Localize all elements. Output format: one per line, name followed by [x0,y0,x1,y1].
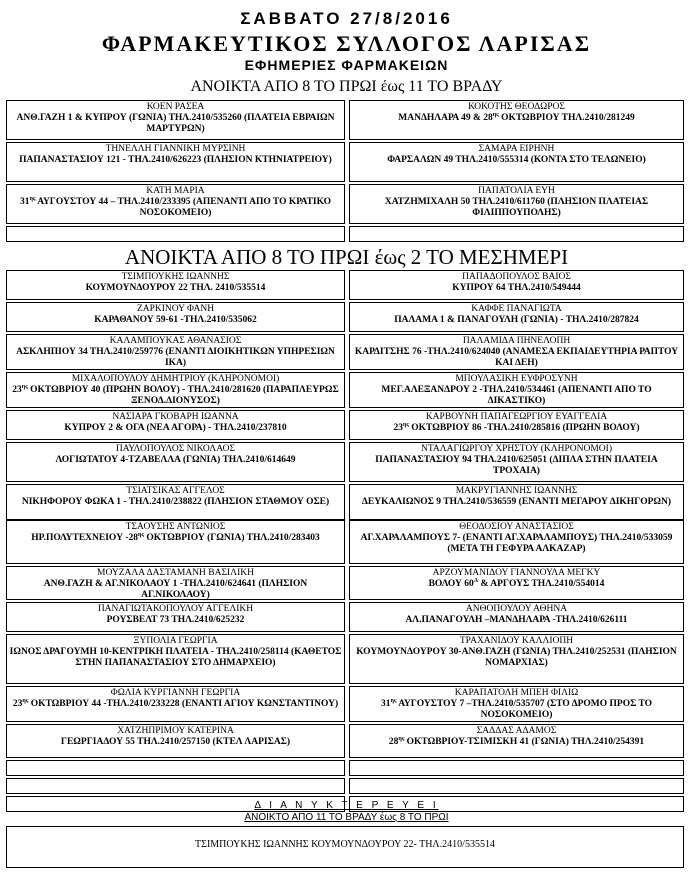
pharmacy-name: ΦΩΛΙΑ ΚΥΡΓΙΑΝΝΗ ΓΕΩΡΓΙΑ [110,688,241,698]
night-duty-pharmacy: ΤΣΙΜΠΟΥΚΗΣ ΙΩΑΝΝΗΣ ΚΟΥΜΟΥΝΔΟΥΡΟΥ 22- ΤΗΛ.2410/535514 [6,826,684,868]
pharmacy-name: ΤΣΑΟΥΣΗΣ ΑΝΤΩΝΙΟΣ [125,522,226,532]
pharmacy-address: ΠΑΛΑΜΑ 1 & ΠΑΝΑΓΟΥΛΗ (ΓΩΝΙΑ) - ΤΗΛ.2410/287824 [394,315,639,325]
pharmacy-name: ΚΟΚΟΤΗΣ ΘΕΟΔΩΡΟΣ [468,102,565,112]
pharmacy-address: $31^{\eta\varsigma}$ ΑΥΓΟΥΣΤΟΥ 44 – ΤΗΛ.2410/233395 (ΑΠΕΝΑΝΤΙ ΑΠΟ ΤΟ ΚΡΑΤΙΚΟ ΝΟΣΟΚΟΜΕΙΟ) [20,195,331,218]
pharmacy-address: ΚΟΥΜΟΥΝΔΟΥΡΟΥ 30-ΑΝΘ.ΓΑΖΗ (ΓΩΝΙΑ) ΤΗΛ.2410/252531 (ΠΛΗΣΙΟΝ ΝΟΜΑΡΧΙΑΣ) [356,647,677,668]
pharmacy-name: ΚΑΤΗ ΜΑΡΙΑ [146,186,205,196]
pharmacy-cell [349,520,684,564]
pharmacy-cell [349,724,684,758]
pharmacy-cell [6,184,345,224]
pharmacy-cell [349,602,684,632]
pharmacy-name: ΜΟΥΖΑΛΑ ΔΑΣΤΑΜΑΝΗ ΒΑΣΙΛΙΚΗ [97,568,254,578]
pharmacy-address: ΑΓ.ΧΑΡΑΛΑΜΠΟΥΣ 7- (ΕΝΑΝΤΙ ΑΓ.ΧΑΡΑΛΑΜΠΟΥΣ) ΤΗΛ.2410/533059 (ΜΕΤΑ ΤΗ ΓΕΦΥΡΑ ΑΛΚΑΖΑΡ) [360,533,673,554]
pharmacy-cell [6,410,345,440]
pharmacy-cell [349,778,684,794]
pharmacy-address: $23^{\eta\varsigma}$ ΟΚΤΩΒΡΙΟΥ 86 -ΤΗΛ.2410/285816 (ΠΡΩΗΝ ΒΟΛΟΥ) [393,421,640,433]
pharmacy-cell [349,334,684,370]
noon-section-heading: ΑΝΟΙΚΤΑ ΑΠΟ 8 ΤΟ ΠΡΩΙ έως 2 ΤΟ ΜΕΣΗΜΕΡΙ [124,245,569,269]
evening-section-heading: ΑΝΟΙΚΤΑ ΑΠΟ 8 ΤΟ ΠΡΩΙ έως 11 ΤΟ ΒΡΑΔΥ [190,78,503,95]
pharmacy-address: ΑΝΘ.ΓΑΖΗ 1 & ΚΥΠΡΟΥ (ΓΩΝΙΑ) ΤΗΛ.2410/535260 (ΠΛΑΤΕΙΑ ΕΒΡΑΙΩΝ ΜΑΡΤΥΡΩΝ) [16,113,335,134]
pharmacy-name: ΝΤΑΛΑΓΙΩΡΓΟΥ ΧΡΗΣΤΟΥ (ΚΛΗΡΟΝΟΜΟΙ) [421,444,612,454]
pharmacy-cell [349,302,684,332]
pharmacy-address: $31^{\eta\varsigma}$ ΑΥΓΟΥΣΤΟΥ 7 –ΤΗΛ.2410/535707 (ΣΤΟ ΔΡΟΜΟ ΠΡΟΣ ΤΟ ΝΟΣΟΚΟΜΕΙΟ) [380,697,653,720]
pharmacy-address: ΧΑΤΖΗΜΙΧΑΛΗ 50 ΤΗΛ.2410/611760 (ΠΛΗΣΙΟΝ ΠΛΑΤΕΙΑΣ ΦΙΛΙΠΠΟΥΠΟΛΗΣ) [384,197,649,218]
pharmacy-name: ΤΡΑΧΑΝΙΔΟΥ ΚΑΛΛΙΟΠΗ [459,636,574,646]
pharmacy-cell [349,442,684,482]
night-duty-label: Δ Ι Α Ν Υ Κ Τ Ε Ρ Ε Υ Ε Ι [254,800,439,811]
pharmacy-address: ΝΙΚΗΦΟΡΟΥ ΦΩΚΑ 1 - ΤΗΛ.2410/238822 (ΠΛΗΣΙΟΝ ΣΤΑΘΜΟΥ ΟΣΕ) [21,497,330,507]
pharmacy-name: ΚΑΦΦΕ ΠΑΝΑΓΙΩΤΑ [471,304,562,314]
pharmacy-name: ΜΙΧΑΛΟΠΟΥΛΟΥ ΔΗΜΗΤΡΙΟΥ (ΚΛΗΡΟΝΟΜΟΙ) [71,374,280,384]
pharmacy-cell [349,372,684,408]
pharmacy-cell [6,100,345,140]
evening-pharmacies-table [6,100,684,242]
pharmacy-address: ΠΑΠΑΝΑΣΤΑΣΙΟΥ 94 ΤΗΛ.2410/625051 (ΔΙΠΛΑ ΣΤΗΝ ΠΛΑΤΕΙΑ ΤΡΟΧΑΙΑ) [375,455,658,476]
pharmacy-name: ΘΕΟΔΟΣΙΟΥ ΑΝΑΣΤΑΣΙΟΣ [459,522,574,532]
pharmacy-address: ΙΩΝΟΣ ΔΡΑΓΟΥΜΗ 10-ΚΕΝΤΡΙΚΗ ΠΛΑΤΕΙΑ - ΤΗΛ.2410/258114 (ΚΑΘΕΤΟΣ ΣΤΗΝ ΠΑΠΑΝΑΣΤΑΣΙΟΥ ΣΤΟ ΔΗΜΑΡΧΕΙΟ) [9,647,342,668]
pharmacy-cell [6,142,345,182]
night-duty-hours: ΑΝΟΙΚΤΟ ΑΠΟ 11 ΤΟ ΒΡΑΔΥ έως 8 ΤΟ ΠΡΩΙ [244,812,449,823]
pharmacy-name: ΖΑΡΚΙΝΟΥ ΦΑΝΗ [136,304,215,314]
pharmacy-address: ΗΡ.ΠΟΛΥΤΕΧΝΕΙΟΥ $-28^{\eta\varsigma}$ ΟΚΤΩΒΡΙΟΥ (ΓΩΝΙΑ) ΤΗΛ.2410/283403 [31,531,320,543]
pharmacy-cell [349,760,684,776]
pharmacy-cell [349,566,684,600]
pharmacy-address: ΒΟΛΟΥ $60^A$ & ΑΡΓΟΥΣ ΤΗΛ.2410/554014 [428,577,605,589]
pharmacy-address: ΜΕΓ.ΑΛΕΞΑΝΔΡΟΥ 2 -ΤΗΛ.2410/534461 (ΑΠΕΝΑΝΤΙ ΑΠΟ ΤΟ ΔΙΚΑΣΤΙΚΟ) [381,385,652,406]
pharmacy-address: ΓΕΩΡΓΙΑΔΟΥ 55 ΤΗΛ.2410/257150 (ΚΤΕΛ ΛΑΡΙΣΑΣ) [60,737,291,747]
pharmacy-cell [6,372,345,408]
noon-pharmacies-table [6,270,684,812]
pharmacy-cell [6,334,345,370]
pharmacy-name: ΜΠΟΥΛΑΣΙΚΗ ΕΥΦΡΟΣΥΝΗ [455,374,578,384]
pharmacy-address: $28^{\eta\varsigma}$ ΟΚΤΩΒΡΙΟΥ-ΤΣΙΜΙΣΚΗ 41 (ΓΩΝΙΑ) ΤΗΛ.2410/254391 [388,735,645,747]
pharmacy-address: ΔΕΥΚΑΛΙΩΝΟΣ 9 ΤΗΛ.2410/536559 (ΕΝΑΝΤΙ ΜΕΓΑΡΟΥ ΔΙΚΗΓΟΡΩΝ) [361,497,672,507]
pharmacy-name: ΠΑΛΑΜΙΔΑ ΠΗΝΕΛΟΠΗ [462,336,571,346]
pharmacy-cell [6,724,345,758]
pharmacy-address: $23^{\eta\varsigma}$ ΟΚΤΩΒΡΙΟΥ 40 (ΠΡΩΗΝ ΒΟΛΟΥ) - ΤΗΛ.2410/281620 (ΠΑΡΑΠΛΕΥΡΩΣ ΞΕΝΟΔ.ΔΙΟΝΥΣΟΣ) [12,383,339,406]
pharmacy-cell [6,442,345,482]
pharmacy-address: ΑΝΘ.ΓΑΖΗ & ΑΓ.ΝΙΚΟΛΑΟΥ 1 -ΤΗΛ.2410/624641 (ΠΛΗΣΙΟΝ ΑΓ.ΝΙΚΟΛΑΟΥ) [43,579,308,600]
pharmacy-name: ΤΣΙΜΠΟΥΚΗΣ ΙΩΑΝΝΗΣ [121,272,230,282]
pharmacy-address: ΑΣΚΛΗΠΙΟΥ 34 ΤΗΛ.2410/259776 (ΕΝΑΝΤΙ ΔΙΟΙΚΗΤΙΚΩΝ ΥΠΗΡΕΣΙΩΝ ΙΚΑ) [16,347,335,368]
pharmacy-cell [349,142,684,182]
pharmacy-address: ΚΥΠΡΟΥ 2 & ΟΓΑ (ΝΕΑ ΑΓΟΡΑ) - ΤΗΛ.2410/237810 [64,423,287,433]
pharmacy-cell [349,686,684,722]
pharmacy-name: ΚΟΕΝ ΡΑΣΕΑ [146,102,205,112]
pharmacy-name: ΚΑΡΑΠΑΤΟΛΗ ΜΠΕΗ ΦΙΛΙΩ [454,688,579,698]
pharmacy-cell [349,184,684,224]
pharmacy-name: ΧΑΤΖΗΠΡΙΜΟΥ ΚΑΤΕΡΙΝΑ [117,726,234,736]
pharmacy-cell [349,410,684,440]
pharmacy-cell [6,760,345,776]
pharmacy-address: ΑΛ.ΠΑΝΑΓΟΥΛΗ –ΜΑΝΔΗΛΑΡΑ -ΤΗΛ.2410/626111 [405,615,628,625]
pharmacy-cell [6,602,345,632]
pharmacy-name: ΠΑΥΛΟΠΟΥΛΟΣ ΝΙΚΟΛΑΟΣ [115,444,236,454]
pharmacy-name: ΠΑΠΑΤΟΛΙΑ ΕΥΗ [478,186,555,196]
pharmacy-name: ΑΝΘΟΠΟΥΛΟΥ ΑΘΗΝΑ [465,604,568,614]
pharmacy-address: ΚΑΡΑΘΑΝΟΥ 59-61 -ΤΗΛ.2410/535062 [94,315,257,325]
pharmacy-name: ΠΑΝΑΓΙΩΤΑΚΟΠΟΥΛΟΥ ΑΓΓΕΛΙΚΗ [97,604,254,614]
pharmacy-cell [349,634,684,684]
pharmacy-cell [6,270,345,300]
pharmacy-cell [6,302,345,332]
pharmacy-cell [349,484,684,520]
pharmacy-address: ΚΥΠΡΟΥ 64 ΤΗΛ.2410/549444 [452,283,581,293]
pharmacy-cell [6,634,345,684]
pharmacy-name: ΑΡΖΟΥΜΑΝΙΔΟΥ ΓΙΑΝΝΟΥΛΑ ΜΕΓΚΥ [432,568,601,578]
association-title: ΦΑΡΜΑΚΕΥΤΙΚΟΣ ΣΥΛΛΟΓΟΣ ΛΑΡΙΣΑΣ [101,31,592,56]
pharmacy-address: ΛΟΓΙΩΤΑΤΟΥ 4-ΤΖΑΒΕΛΛΑ (ΓΩΝΙΑ) ΤΗΛ.2410/614649 [55,455,296,465]
pharmacy-cell [349,100,684,140]
pharmacy-name: ΣΑΔΔΑΣ ΑΔΑΜΟΣ [476,726,557,736]
pharmacy-cell [6,520,345,564]
pharmacy-name: ΚΑΛΑΜΠΟΥΚΑΣ ΑΘΑΝΑΣΙΟΣ [109,336,242,346]
pharmacy-cell [6,484,345,520]
pharmacy-cell [6,778,345,794]
pharmacy-name: ΣΑΜΑΡΑ ΕΙΡΗΝΗ [478,144,555,154]
pharmacy-name: ΤΣΙΑΤΣΙΚΑΣ ΑΓΓΕΛΟΣ [126,486,225,496]
date-title: ΣΑΒΒΑΤΟ 27/8/2016 [240,9,453,28]
pharmacy-address: ΡΟΥΣΒΕΛΤ 73 ΤΗΛ.2410/625232 [106,615,245,625]
pharmacy-name: ΠΑΠΑΔΟΠΟΥΛΟΣ ΒΑΙΟΣ [462,272,571,282]
pharmacy-cell [349,226,684,242]
pharmacy-name: ΤΗΝΕΛΛΗ ΓΙΑΝΝΙΚΗ ΜΥΡΣΙΝΗ [105,144,246,154]
pharmacy-name: ΚΑΡΒΟΥΝΗ ΠΑΠΑΓΕΩΡΓΙΟΥ ΕΥΑΓΓΕΛΙΑ [425,412,608,422]
duty-subtitle: ΕΦΗΜΕΡΙΕΣ ΦΑΡΜΑΚΕΙΩΝ [244,57,449,73]
pharmacy-address: ΦΑΡΣΑΛΩΝ 49 ΤΗΛ.2410/555314 (ΚΟΝΤΑ ΣΤΟ ΤΕΛΩΝΕΙΟ) [387,155,646,165]
pharmacy-cell [6,226,345,242]
pharmacy-address: $23^{\eta\varsigma}$ ΟΚΤΩΒΡΙΟΥ 44 -ΤΗΛ.2410/233228 (ΕΝΑΝΤΙ ΑΓΙΟΥ ΚΩΝΣΤΑΝΤΙΝΟΥ) [12,697,339,709]
pharmacy-name: ΞΥΠΟΛΙΑ ΓΕΩΡΓΙΑ [133,636,218,646]
night-duty-heading [0,800,693,824]
pharmacy-name: ΜΑΚΡΥΓΙΑΝΝΗΣ ΙΩΑΝΝΗΣ [455,486,578,496]
pharmacy-cell [6,566,345,600]
pharmacy-address: ΜΑΝΔΗΛΑΡΑ 49 & $28^{\eta\varsigma}$ ΟΚΤΩΒΡΙΟΥ ΤΗΛ.2410/281249 [398,111,635,123]
pharmacy-cell [349,270,684,300]
pharmacy-address: ΚΟΥΜΟΥΝΔΟΥΡΟΥ 22 ΤΗΛ. 2410/535514 [85,283,266,293]
pharmacy-cell [6,686,345,722]
pharmacy-address: ΚΑΡΔΙΤΣΗΣ 76 -ΤΗΛ.2410/624040 (ΑΝΑΜΕΣΑ ΕΚΠΑΙΔΕΥΤΗΡΙΑ ΡΑΠΤΟΥ ΚΑΙ ΔΕΗ) [354,347,679,368]
pharmacy-name: ΝΑΣΙΑΡΑ ΓΚΟΒΑΡΗ ΙΩΑΝΝΑ [112,412,239,422]
pharmacy-address: ΠΑΠΑΝΑΣΤΑΣΙΟΥ 121 - ΤΗΛ.2410/626223 (ΠΛΗΣΙΟΝ ΚΤΗΝΙΑΤΡΕΙΟΥ) [19,155,332,165]
